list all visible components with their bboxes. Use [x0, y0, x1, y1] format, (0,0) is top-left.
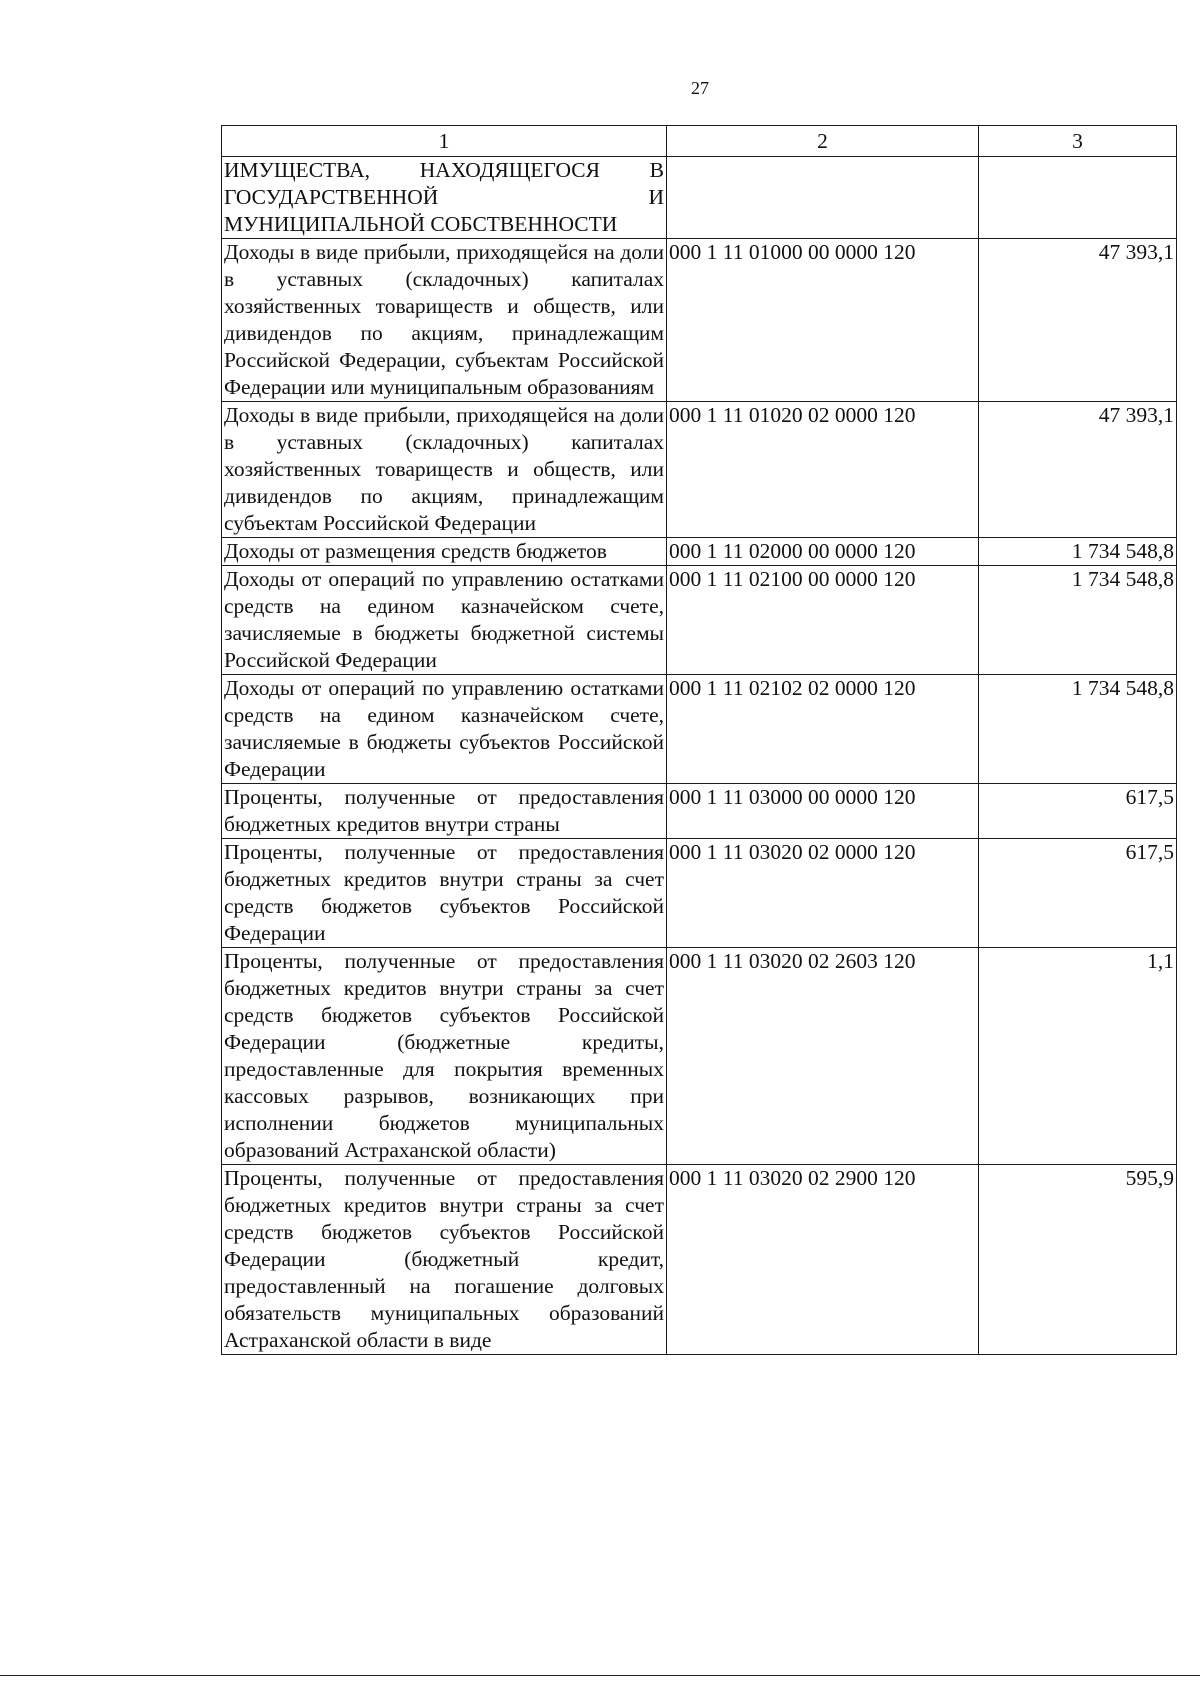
row-code: 000 1 11 03000 00 0000 120: [667, 784, 979, 839]
table-row: [222, 157, 1177, 239]
table-header-row: [222, 126, 1177, 157]
column-header-description: 1: [222, 126, 667, 157]
table-row: [222, 784, 1177, 839]
row-amount: 47 393,1: [979, 402, 1177, 538]
table-row: [222, 566, 1177, 675]
row-description: Проценты, полученные от предоставления бюджетных кредитов внутри страны за счет средств бюджетов субъектов Российской Федерации: [222, 839, 667, 948]
row-description: Доходы от размещения средств бюджетов: [222, 538, 667, 566]
row-description: Проценты, полученные от предоставления бюджетных кредитов внутри страны за счет средств бюджетов субъектов Российской Федерации (бюджетный кредит, предоставленный на погашение долговых обязательств муниципальных образований Астраханской области в виде: [222, 1165, 667, 1355]
row-amount: 47 393,1: [979, 239, 1177, 402]
row-code: 000 1 11 01000 00 0000 120: [667, 239, 979, 402]
row-description: Доходы от операций по управлению остатками средств на едином казначейском счете, зачисляемые в бюджеты субъектов Российской Федерации: [222, 675, 667, 784]
table-row: [222, 948, 1177, 1165]
table-row: [222, 239, 1177, 402]
row-description: Доходы в виде прибыли, приходящейся на доли в уставных (складочных) капиталах хозяйственных товариществ и обществ, или дивидендов по акциям, принадлежащим Российской Федерации, субъектам Российской Федерации или муниципальным образованиям: [222, 239, 667, 402]
row-description: Доходы от операций по управлению остатками средств на едином казначейском счете, зачисляемые в бюджеты бюджетной системы Российской Федерации: [222, 566, 667, 675]
row-amount: 1 734 548,8: [979, 566, 1177, 675]
budget-revenue-table: [221, 125, 1177, 1355]
row-code: 000 1 11 03020 02 2900 120: [667, 1165, 979, 1355]
row-code: 000 1 11 01020 02 0000 120: [667, 402, 979, 538]
page-number: 27: [691, 78, 709, 98]
page-bottom-rule: [0, 1675, 1200, 1676]
column-header-code: 2: [667, 126, 979, 157]
row-code: 000 1 11 03020 02 2603 120: [667, 948, 979, 1165]
row-amount: 1 734 548,8: [979, 538, 1177, 566]
table-row: [222, 675, 1177, 784]
row-code: 000 1 11 02102 02 0000 120: [667, 675, 979, 784]
table-row: [222, 1165, 1177, 1355]
row-amount: 1,1: [979, 948, 1177, 1165]
row-amount: [979, 157, 1177, 239]
row-description: ИМУЩЕСТВА, НАХОДЯЩЕГОСЯ В ГОСУДАРСТВЕННОЙ И МУНИЦИПАЛЬНОЙ СОБСТВЕННОСТИ: [222, 157, 667, 239]
table-row: [222, 839, 1177, 948]
row-amount: 1 734 548,8: [979, 675, 1177, 784]
row-code: 000 1 11 02000 00 0000 120: [667, 538, 979, 566]
row-code: [667, 157, 979, 239]
row-amount: 595,9: [979, 1165, 1177, 1355]
column-header-amount: 3: [979, 126, 1177, 157]
row-description: Проценты, полученные от предоставления бюджетных кредитов внутри страны за счет средств бюджетов субъектов Российской Федерации (бюджетные кредиты, предоставленные для покрытия временных кассовых разрывов, возникающих при исполнении бюджетов муниципальных образований Астраханской области): [222, 948, 667, 1165]
row-code: 000 1 11 03020 02 0000 120: [667, 839, 979, 948]
row-amount: 617,5: [979, 784, 1177, 839]
row-description: Проценты, полученные от предоставления бюджетных кредитов внутри страны: [222, 784, 667, 839]
table-row: [222, 538, 1177, 566]
row-amount: 617,5: [979, 839, 1177, 948]
row-code: 000 1 11 02100 00 0000 120: [667, 566, 979, 675]
row-description: Доходы в виде прибыли, приходящейся на доли в уставных (складочных) капиталах хозяйственных товариществ и обществ, или дивидендов по акциям, принадлежащим субъектам Российской Федерации: [222, 402, 667, 538]
table-row: [222, 402, 1177, 538]
